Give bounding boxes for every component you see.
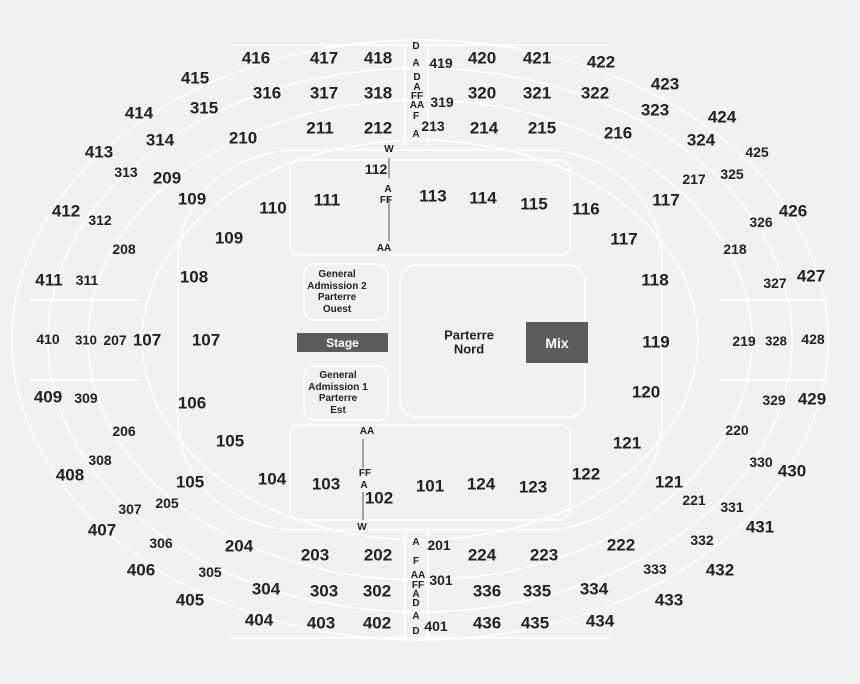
row-label: FF	[358, 468, 372, 479]
section-408[interactable]: 408	[55, 465, 85, 485]
section-119[interactable]: 119	[642, 332, 670, 352]
row-label: F	[412, 556, 420, 567]
section-421[interactable]: 421	[522, 48, 552, 68]
section-314[interactable]: 314	[145, 130, 175, 150]
section-316[interactable]: 316	[252, 83, 282, 103]
parterre-nord[interactable]: Parterre Nord	[444, 327, 494, 357]
section-321[interactable]: 321	[522, 83, 552, 103]
section-117[interactable]: 117	[652, 190, 680, 210]
section-432[interactable]: 432	[705, 560, 735, 580]
section-102[interactable]: 102	[364, 488, 394, 508]
row-label: FF	[410, 91, 424, 102]
section-433[interactable]: 433	[654, 590, 684, 610]
section-103[interactable]: 103	[311, 474, 341, 494]
section-417[interactable]: 417	[309, 48, 339, 68]
section-109[interactable]: 109	[177, 189, 207, 209]
row-label: A	[413, 82, 421, 93]
section-403[interactable]: 403	[306, 613, 336, 633]
row-label: AA	[410, 570, 426, 581]
section-219[interactable]: 219	[732, 333, 756, 349]
row-label: AA	[376, 243, 392, 254]
section-121[interactable]: 121	[612, 433, 642, 453]
section-220[interactable]: 220	[725, 422, 749, 438]
section-327[interactable]: 327	[763, 275, 787, 291]
section-426[interactable]: 426	[778, 201, 808, 221]
section-101[interactable]: 101	[415, 476, 445, 496]
section-313[interactable]: 313	[114, 164, 138, 180]
section-414[interactable]: 414	[124, 103, 154, 123]
section-110[interactable]: 110	[259, 198, 287, 218]
section-315[interactable]: 315	[189, 98, 219, 118]
section-112[interactable]: 112	[364, 161, 388, 177]
section-334[interactable]: 334	[579, 579, 609, 599]
section-335[interactable]: 335	[522, 581, 552, 601]
section-212[interactable]: 212	[363, 118, 393, 138]
section-217[interactable]: 217	[682, 171, 706, 187]
section-215[interactable]: 215	[527, 118, 557, 138]
section-331[interactable]: 331	[720, 499, 744, 515]
row-label: D	[413, 72, 421, 83]
section-207[interactable]: 207	[103, 332, 127, 348]
section-319[interactable]: 319	[430, 94, 454, 110]
section-122[interactable]: 122	[571, 464, 601, 484]
section-402[interactable]: 402	[362, 613, 392, 633]
row-label: A	[412, 58, 420, 69]
row-label: W	[384, 144, 394, 155]
section-411[interactable]: 411	[35, 270, 63, 290]
section-406[interactable]: 406	[126, 560, 156, 580]
section-302[interactable]: 302	[362, 581, 392, 601]
row-label: D	[412, 598, 420, 609]
section-202[interactable]: 202	[363, 545, 393, 565]
section-427[interactable]: 427	[796, 266, 826, 286]
section-401[interactable]: 401	[424, 618, 448, 634]
row-label: A	[412, 537, 420, 548]
stage: Stage	[297, 333, 388, 352]
section-221[interactable]: 221	[682, 492, 706, 508]
section-405[interactable]: 405	[175, 590, 205, 610]
section-332[interactable]: 332	[690, 532, 714, 548]
section-322[interactable]: 322	[580, 83, 610, 103]
section-404[interactable]: 404	[244, 610, 274, 630]
section-320[interactable]: 320	[467, 83, 497, 103]
row-label: FF	[411, 580, 425, 591]
section-211[interactable]: 211	[306, 118, 334, 138]
section-424[interactable]: 424	[707, 107, 737, 127]
section-223[interactable]: 223	[529, 545, 559, 565]
section-329[interactable]: 329	[762, 392, 786, 408]
section-308[interactable]: 308	[88, 452, 112, 468]
section-107[interactable]: 107	[132, 330, 162, 350]
section-303[interactable]: 303	[309, 581, 339, 601]
section-434[interactable]: 434	[585, 611, 615, 631]
section-218[interactable]: 218	[723, 241, 747, 257]
section-106[interactable]: 106	[177, 393, 207, 413]
section-209[interactable]: 209	[152, 168, 182, 188]
section-429[interactable]: 429	[797, 389, 827, 409]
section-407[interactable]: 407	[87, 520, 117, 540]
section-203[interactable]: 203	[300, 545, 330, 565]
section-311[interactable]: 311	[75, 272, 99, 288]
row-label: FF	[379, 195, 393, 206]
section-104[interactable]: 104	[257, 469, 287, 489]
row-label: W	[357, 522, 367, 533]
section-115[interactable]: 115	[520, 194, 548, 214]
section-118[interactable]: 118	[641, 270, 669, 290]
section-422[interactable]: 422	[586, 52, 616, 72]
section-109-inner[interactable]: 109	[214, 228, 244, 248]
row-label: A	[412, 611, 420, 622]
row-label: A	[412, 589, 420, 600]
general-admission-2[interactable]: General Admission 2 Parterre Ouest	[307, 269, 367, 315]
section-435[interactable]: 435	[520, 613, 550, 633]
section-224[interactable]: 224	[467, 545, 497, 565]
section-326[interactable]: 326	[749, 214, 773, 230]
section-425[interactable]: 425	[745, 144, 769, 160]
section-105-outer[interactable]: 105	[175, 472, 205, 492]
section-121-outer[interactable]: 121	[654, 472, 684, 492]
row-label: A	[360, 480, 368, 491]
section-120[interactable]: 120	[631, 382, 661, 402]
section-430[interactable]: 430	[777, 461, 807, 481]
row-label: D	[412, 41, 420, 52]
section-310[interactable]: 310	[75, 332, 97, 348]
section-428[interactable]: 428	[801, 331, 825, 347]
section-317[interactable]: 317	[309, 83, 339, 103]
section-214[interactable]: 214	[469, 118, 499, 138]
section-324[interactable]: 324	[686, 130, 716, 150]
section-416[interactable]: 416	[241, 48, 271, 68]
section-305[interactable]: 305	[198, 564, 222, 580]
section-415[interactable]: 415	[180, 68, 210, 88]
section-309[interactable]: 309	[74, 390, 98, 406]
section-210[interactable]: 210	[228, 128, 258, 148]
section-213[interactable]: 213	[421, 118, 445, 134]
section-216[interactable]: 216	[603, 123, 633, 143]
section-206[interactable]: 206	[112, 423, 136, 439]
section-413[interactable]: 413	[84, 142, 114, 162]
section-111[interactable]: 111	[313, 190, 341, 210]
section-114[interactable]: 114	[469, 188, 497, 208]
section-205[interactable]: 205	[155, 495, 179, 511]
row-label: AA	[409, 100, 425, 111]
section-117-inner[interactable]: 117	[610, 229, 638, 249]
section-312[interactable]: 312	[88, 212, 112, 228]
section-333[interactable]: 333	[643, 561, 667, 577]
section-418[interactable]: 418	[363, 48, 393, 68]
row-label: F	[412, 111, 420, 122]
section-336[interactable]: 336	[472, 581, 502, 601]
section-419[interactable]: 419	[429, 55, 453, 71]
section-123[interactable]: 123	[518, 477, 548, 497]
section-113[interactable]: 113	[419, 186, 447, 206]
section-431[interactable]: 431	[745, 517, 775, 537]
section-318[interactable]: 318	[363, 83, 393, 103]
section-208[interactable]: 208	[112, 241, 136, 257]
section-410[interactable]: 410	[36, 331, 60, 347]
section-301[interactable]: 301	[429, 572, 453, 588]
section-204[interactable]: 204	[224, 536, 254, 556]
section-436[interactable]: 436	[472, 613, 502, 633]
section-116[interactable]: 116	[572, 199, 600, 219]
general-admission-1[interactable]: General Admission 1 Parterre Est	[308, 370, 368, 416]
section-412[interactable]: 412	[51, 201, 81, 221]
section-222[interactable]: 222	[606, 535, 636, 555]
section-409[interactable]: 409	[33, 387, 63, 407]
section-330[interactable]: 330	[749, 454, 773, 470]
section-328[interactable]: 328	[765, 333, 787, 349]
section-108[interactable]: 108	[179, 267, 209, 287]
section-323[interactable]: 323	[640, 100, 670, 120]
row-label: A	[412, 129, 420, 140]
section-420[interactable]: 420	[467, 48, 497, 68]
row-label: D	[412, 626, 420, 637]
row-label: A	[384, 184, 392, 195]
mix-position: Mix	[526, 322, 588, 363]
section-325[interactable]: 325	[720, 166, 744, 182]
section-423[interactable]: 423	[650, 74, 680, 94]
section-306[interactable]: 306	[149, 535, 173, 551]
section-304[interactable]: 304	[251, 579, 281, 599]
row-label: AA	[359, 426, 375, 437]
section-124[interactable]: 124	[466, 474, 496, 494]
section-107-inner[interactable]: 107	[191, 330, 221, 350]
section-201[interactable]: 201	[427, 537, 451, 553]
section-307[interactable]: 307	[118, 501, 142, 517]
section-105[interactable]: 105	[215, 431, 245, 451]
